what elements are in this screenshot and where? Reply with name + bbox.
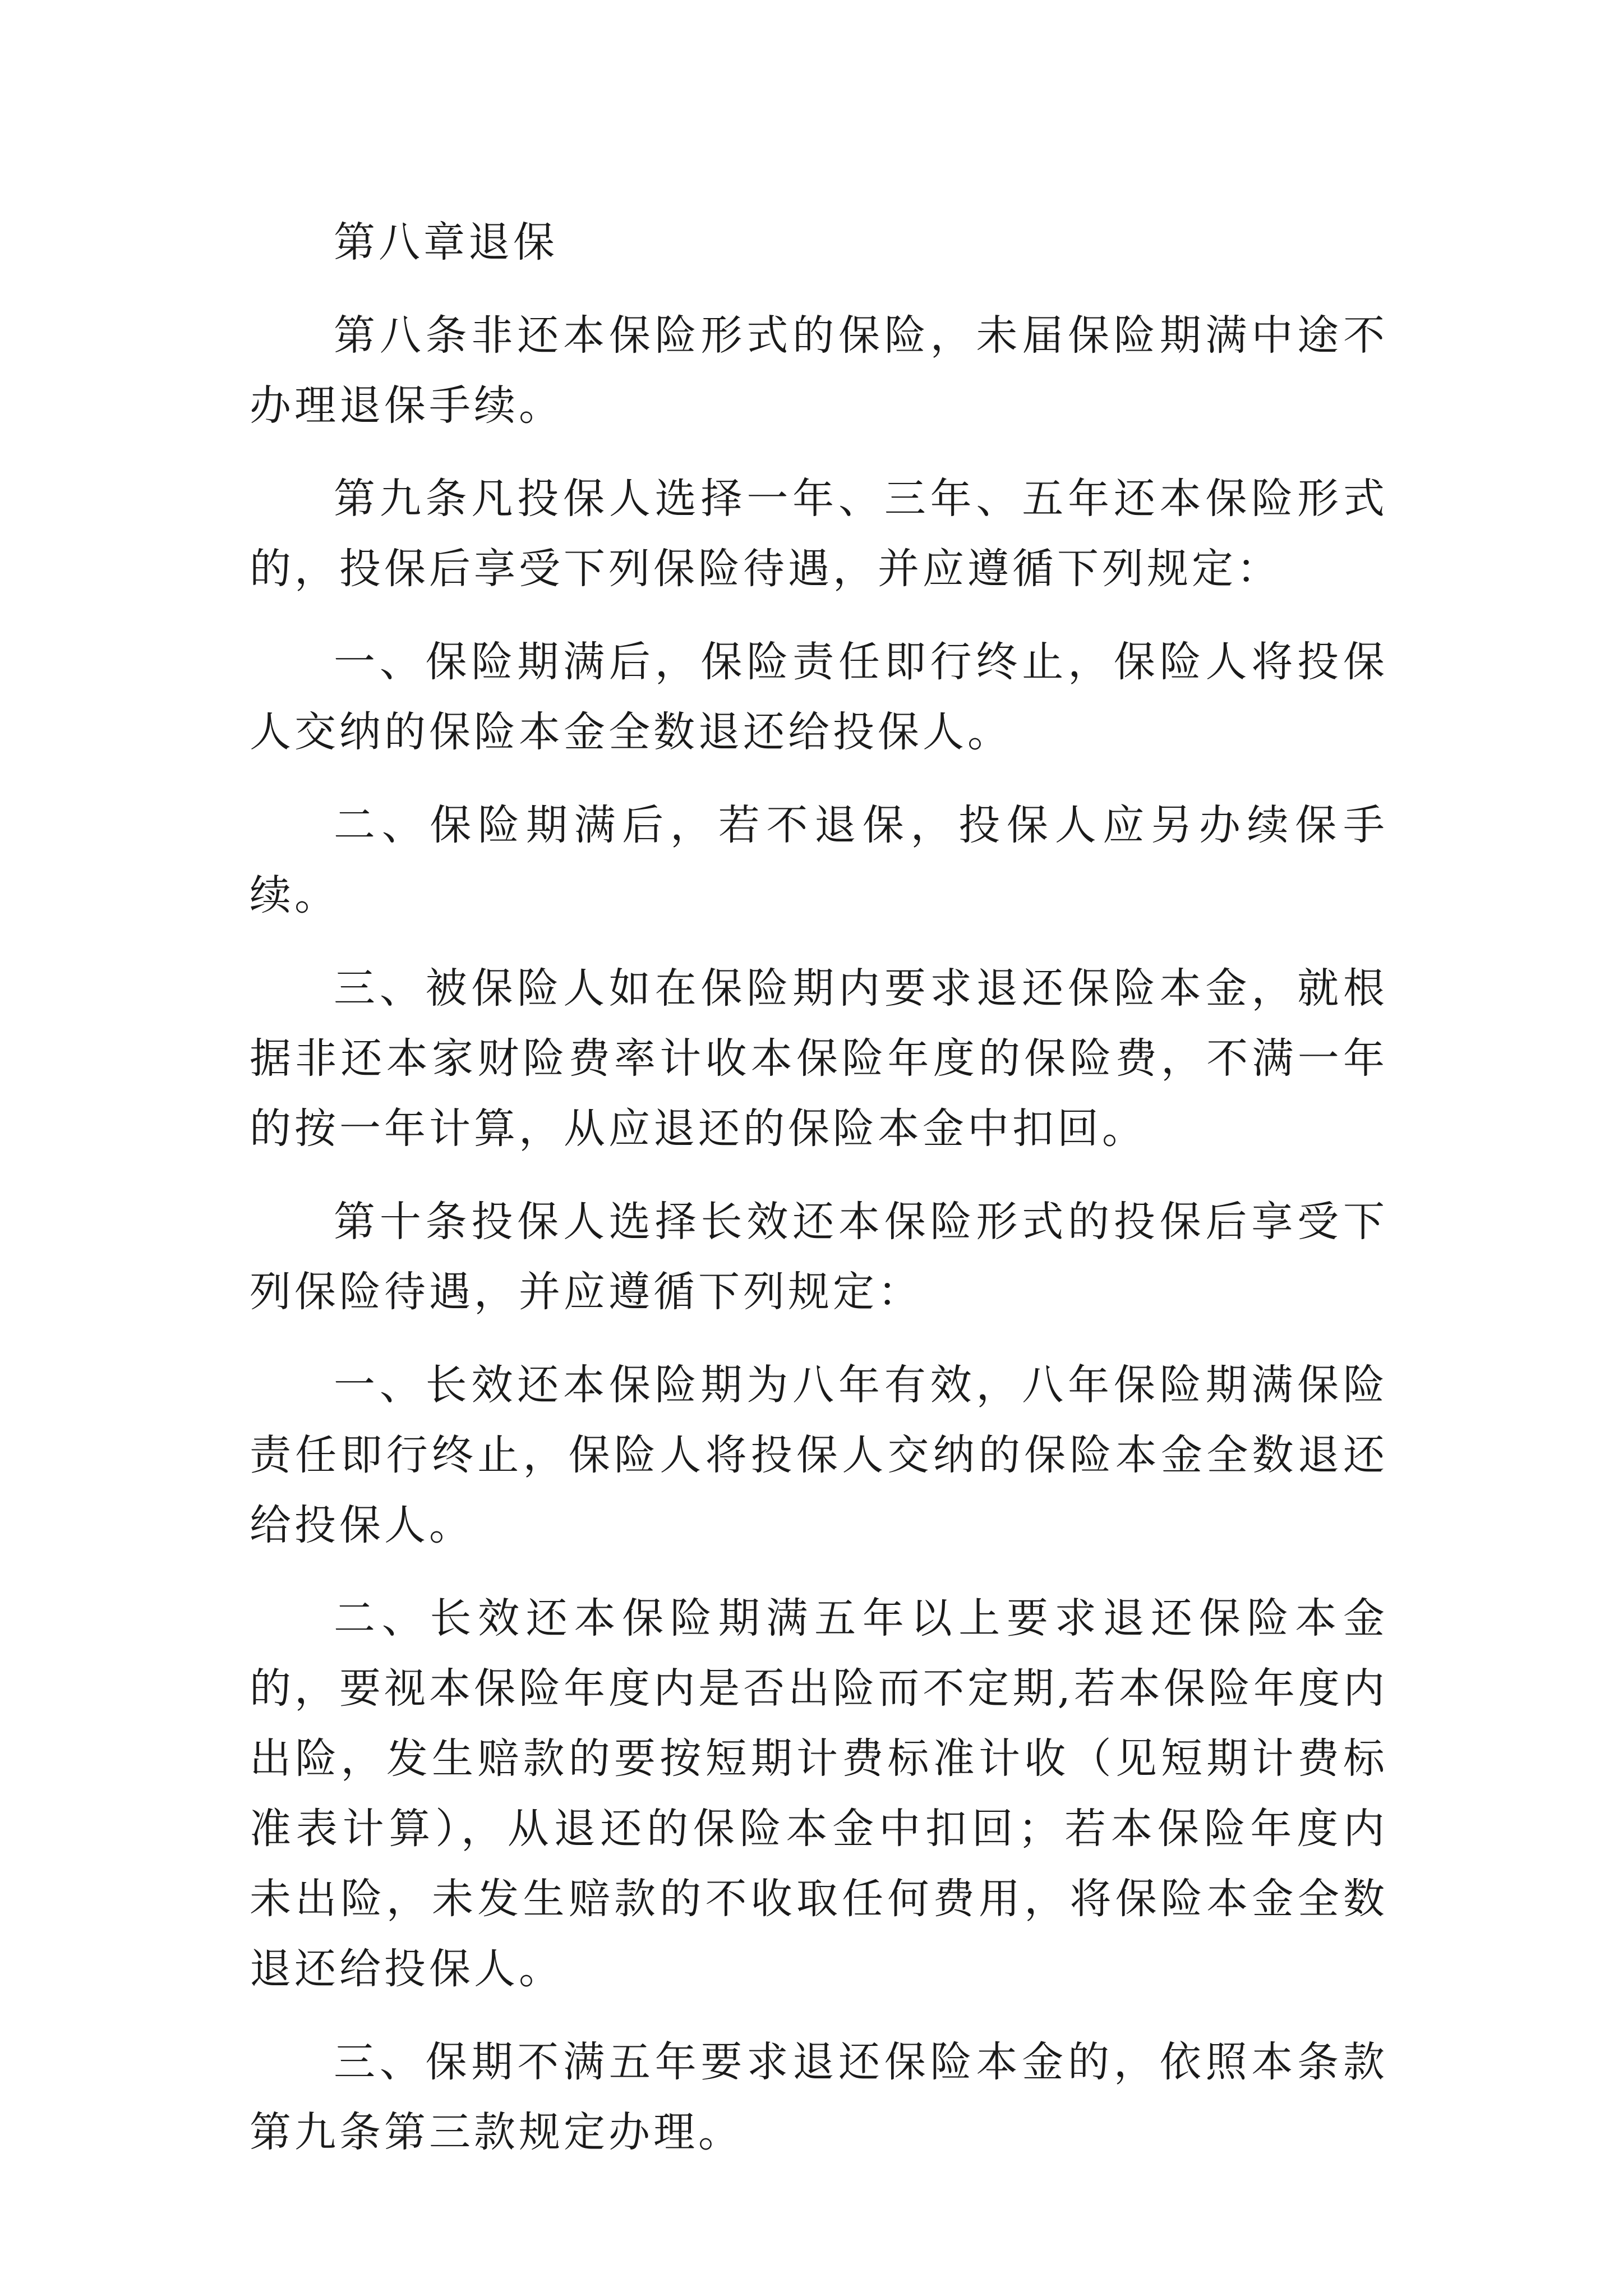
article-10: 第十条投保人选择长效还本保险形式的投保后享受下列保险待遇，并应遵循下列规定： — [250, 1198, 1388, 1316]
document-body — [250, 208, 1388, 2191]
article-10-clause-2: 二、长效还本保险期满五年以上要求退还保险本金的，要视本保险年度内是否出险而不定期,若本保险年度内出险，发生赔款的要按短期计费标准计收（见短期计费标准表计算），从退还的保险本金中扣回；若本保险年度内未出险，未发生赔款的不收取任何费用，将保险本金全数退还给投保人。 — [250, 1594, 1388, 1993]
article-9-clause-1: 一、保险期满后，保险责任即行终止，保险人将投保人交纳的保险本金全数退还给投保人。 — [250, 638, 1388, 756]
article-9-clause-3: 三、被保险人如在保险期内要求退还保险本金，就根据非还本家财险费率计收本保险年度的保险费，不满一年的按一年计算，从应退还的保险本金中扣回。 — [250, 964, 1388, 1153]
article-10-clause-1: 一、长效还本保险期为八年有效，八年保险期满保险责任即行终止，保险人将投保人交纳的保险本金全数退还给投保人。 — [250, 1361, 1388, 1549]
article-8: 第八条非还本保险形式的保险，未届保险期满中途不办理退保手续。 — [250, 311, 1388, 430]
article-10-clause-3: 三、保期不满五年要求退还保险本金的，依照本条款第九条第三款规定办理。 — [250, 2038, 1388, 2156]
article-9: 第九条凡投保人选择一年、三年、五年还本保险形式的，投保后享受下列保险待遇，并应遵循下列规定： — [250, 475, 1388, 593]
chapter-heading: 第八章退保 — [334, 218, 558, 266]
article-9-clause-2: 二、保险期满后，若不退保，投保人应另办续保手续。 — [250, 801, 1388, 919]
